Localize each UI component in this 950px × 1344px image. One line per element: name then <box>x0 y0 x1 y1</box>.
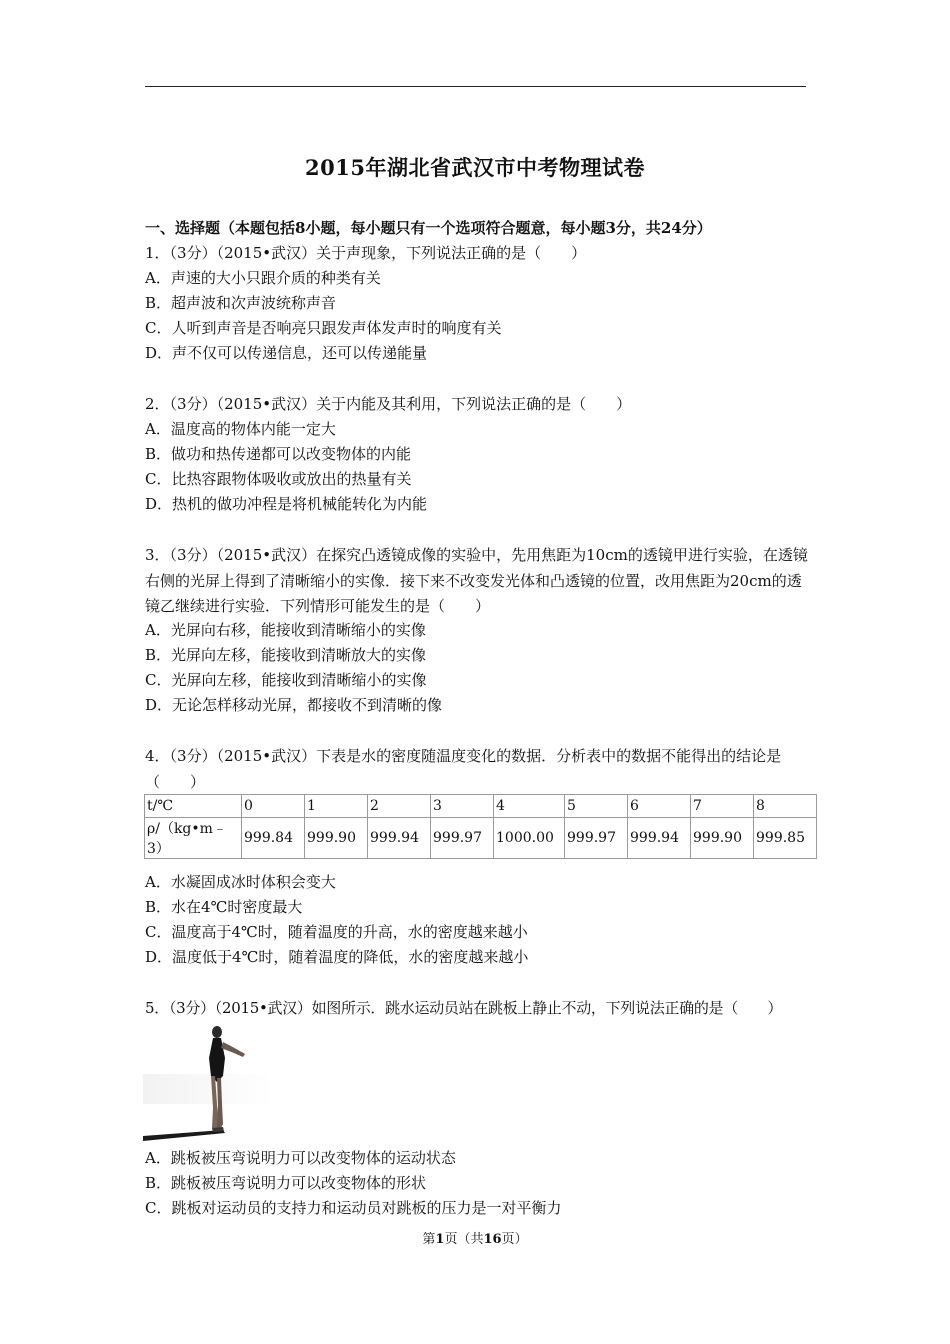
question-1-option-d: D．声不仅可以传递信息，还可以传递能量 <box>145 344 428 362</box>
table-cell: 999.90 <box>305 818 368 859</box>
page-footer <box>0 1228 950 1247</box>
question-4-option-a: A．水凝固成冰时体积会变大 <box>145 873 336 891</box>
footer-suffix: 页） <box>501 1232 528 1247</box>
table-cell: 8 <box>754 795 817 818</box>
header-rule <box>145 86 806 87</box>
question-1-option-c: C．人听到声音是否响亮只跟发声体发声时的响度有关 <box>145 319 502 337</box>
question-4-option-d: D．温度低于4℃时，随着温度的降低，水的密度越来越小 <box>145 948 529 966</box>
footer-page-number: 1 <box>435 1232 445 1247</box>
footer-prefix: 第 <box>422 1232 436 1247</box>
page-title: 2015年湖北省武汉市中考物理试卷 <box>305 155 645 180</box>
footer-middle: 页（共 <box>444 1232 484 1247</box>
question-3-option-b: B．光屏向左移，能接收到清晰放大的实像 <box>145 646 427 664</box>
table-cell: 7 <box>691 795 754 818</box>
figure-background <box>143 1074 273 1104</box>
question-4-option-b: B．水在4℃时密度最大 <box>145 898 303 916</box>
diver-on-springboard-figure <box>143 1024 273 1144</box>
question-1-option-a: A．声速的大小只跟介质的种类有关 <box>145 269 381 287</box>
table-row-temperature <box>145 795 817 818</box>
question-3-option-d: D．无论怎样移动光屏，都接收不到清晰的像 <box>145 696 443 714</box>
table-cell: 999.85 <box>754 818 817 859</box>
question-5-option-c: C．跳板对运动员的支持力和运动员对跳板的压力是一对平衡力 <box>145 1199 562 1217</box>
question-2-option-c: C．比热容跟物体吸收或放出的热量有关 <box>145 470 412 488</box>
question-3-option-a: A．光屏向右移，能接收到清晰缩小的实像 <box>145 621 426 639</box>
table-cell: 0 <box>242 795 305 818</box>
table-cell: 999.90 <box>691 818 754 859</box>
table-cell: 999.97 <box>431 818 494 859</box>
table-cell: 999.94 <box>628 818 691 859</box>
table-row-density <box>145 818 817 859</box>
question-3-stem: 3．（3分）（2015•武汉）在探究凸透镜成像的实验中，先用焦距为10cm的透镜甲进行实验，在透镜右侧的光屏上得到了清晰缩小的实像．接下来不改变发光体和凸透镜的位置，改用焦距为20cm的透镜乙继续进行实验．下列情形可能发生的是（ ） <box>145 546 808 615</box>
question-4-stem: 4．（3分）（2015•武汉）下表是水的密度随温度变化的数据．分析表中的数据不能得出的结论是（ ） <box>145 747 782 791</box>
section-heading: 一、选择题（本题包括8小题，每小题只有一个选项符合题意，每小题3分，共24分） <box>145 219 712 237</box>
question-5-stem: 5．（3分）（2015•武汉）如图所示．跳水运动员站在跳板上静止不动，下列说法正确的是（ ） <box>145 999 783 1017</box>
question-4-option-c: C．温度高于4℃时，随着温度的升高，水的密度越来越小 <box>145 923 528 941</box>
table-cell: 1 <box>305 795 368 818</box>
question-2-option-a: A．温度高的物体内能一定大 <box>145 420 336 438</box>
question-2-option-d: D．热机的做功冲程是将机械能转化为内能 <box>145 495 428 513</box>
table-header-cell: ρ/（kg•m﹣3） <box>145 818 242 859</box>
question-2-stem: 2．（3分）（2015•武汉）关于内能及其利用，下列说法正确的是（ ） <box>145 395 632 413</box>
question-2-option-b: B．做功和热传递都可以改变物体的内能 <box>145 445 412 463</box>
table-header-cell: t/℃ <box>145 795 242 818</box>
table-cell: 4 <box>494 795 565 818</box>
table-cell: 1000.00 <box>494 818 565 859</box>
question-1-option-b: B．超声波和次声波统称声音 <box>145 294 337 312</box>
table-cell: 6 <box>628 795 691 818</box>
table-cell: 5 <box>565 795 628 818</box>
table-cell: 2 <box>368 795 431 818</box>
question-1-stem: 1．（3分）（2015•武汉）关于声现象，下列说法正确的是（ ） <box>145 244 587 262</box>
density-table <box>144 794 817 859</box>
question-5-option-a: A．跳板被压弯说明力可以改变物体的运动状态 <box>145 1149 456 1167</box>
footer-total-pages: 16 <box>483 1232 502 1247</box>
question-3-option-c: C．光屏向左移，能接收到清晰缩小的实像 <box>145 671 427 689</box>
table-cell: 999.94 <box>368 818 431 859</box>
table-cell: 999.97 <box>565 818 628 859</box>
springboard-shape <box>143 1130 225 1141</box>
table-cell: 3 <box>431 795 494 818</box>
table-cell: 999.84 <box>242 818 305 859</box>
question-5-option-b: B．跳板被压弯说明力可以改变物体的形状 <box>145 1174 427 1192</box>
